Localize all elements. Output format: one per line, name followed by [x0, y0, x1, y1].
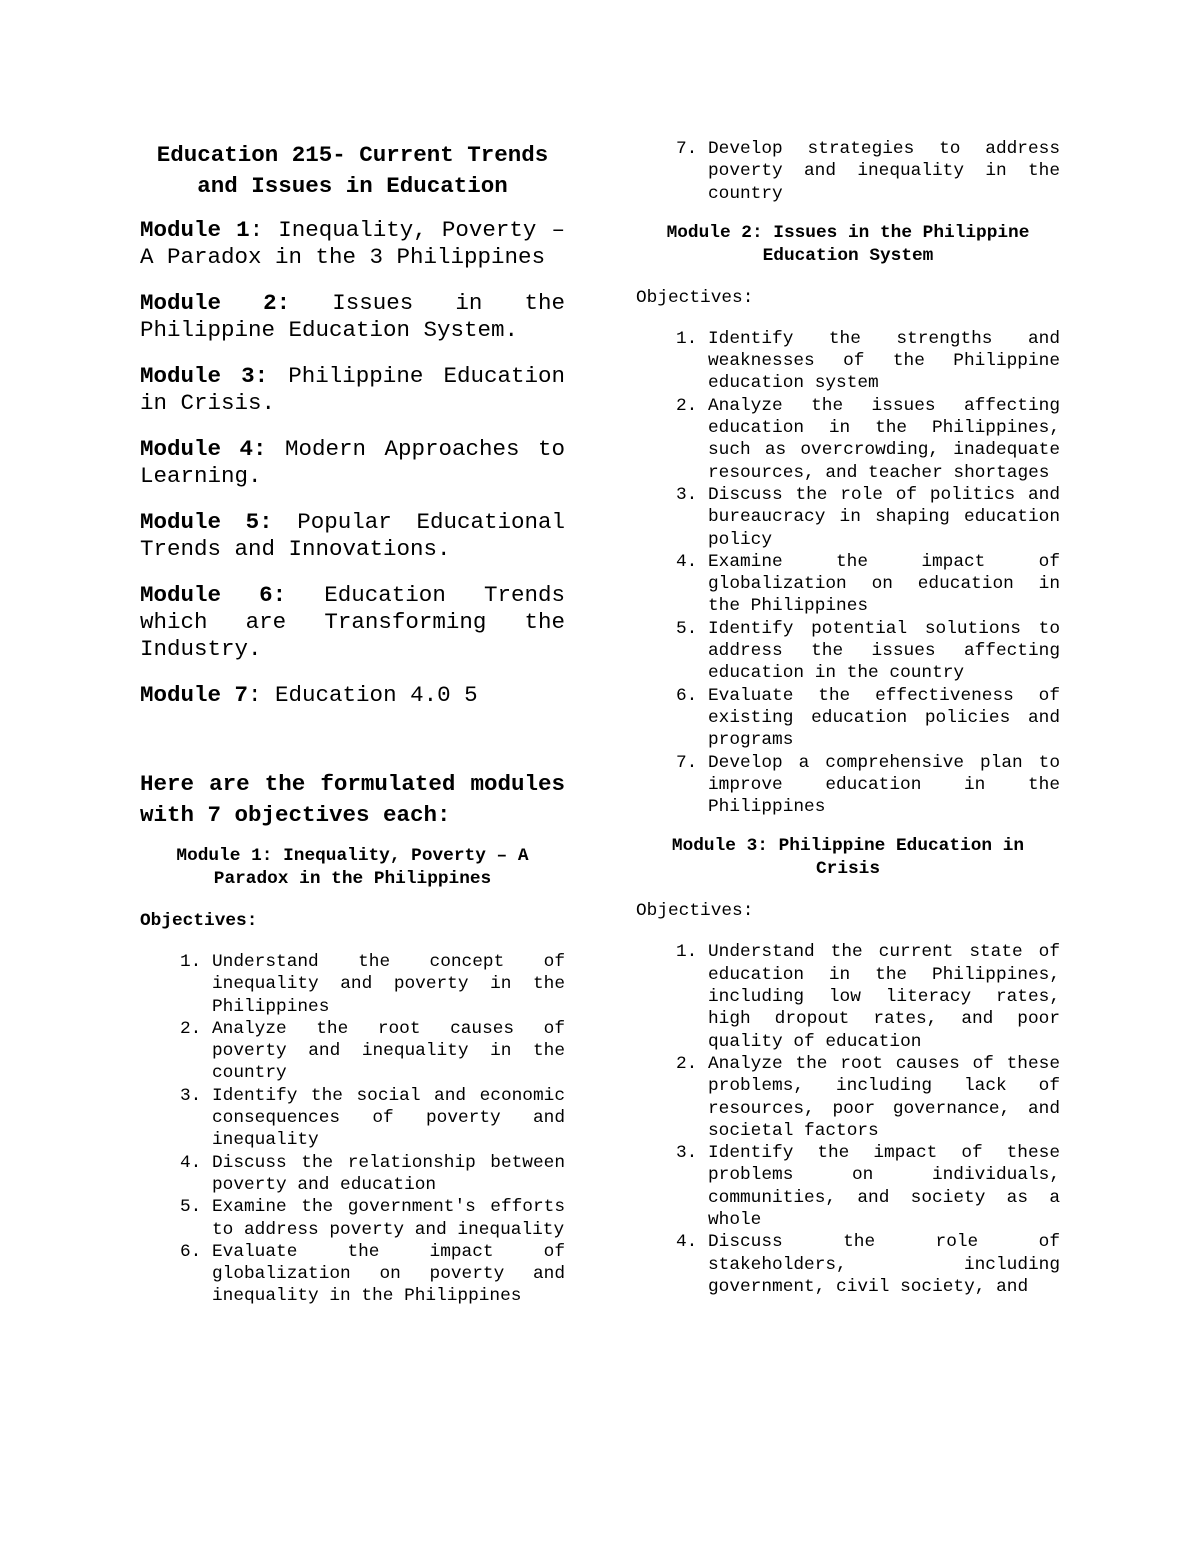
objective-item: 5. Examine the government's efforts to address poverty and inequality — [212, 1196, 565, 1241]
toc-entry-separator — [268, 363, 288, 389]
toc-entry-label: Module 3: — [140, 363, 269, 389]
toc-entry-separator — [286, 582, 324, 608]
toc-entry-text: Modern Approaches to Learning. — [140, 436, 565, 489]
toc-entry-label: Module 1 — [140, 217, 250, 243]
objective-item: 1. Identify the strengths and weaknesses of the Philippine education system — [708, 328, 1060, 395]
toc-entry-separator — [290, 290, 332, 316]
toc-entry-label: Module 6: — [140, 582, 287, 608]
toc-entry-module-3 — [140, 363, 565, 417]
toc-entry-module-4 — [140, 436, 565, 490]
objective-item: 1. Understand the concept of inequality and poverty in the Philippines — [212, 951, 565, 1018]
objective-item: 2. Analyze the issues affecting education in the Philippines, such as overcrowding, inadequate resources, and teacher shortages — [708, 395, 1060, 484]
left-column — [140, 138, 565, 1325]
module-3-heading: Module 3: Philippine Education in Crisis — [671, 836, 1025, 880]
toc-entry-label: Module 5: — [140, 509, 273, 535]
objective-item: 1. Understand the current state of education in the Philippines, including low literacy rates, high dropout rates, and poor quality of education — [708, 941, 1060, 1052]
objective-item: 4. Examine the impact of globalization on education in the Philippines — [708, 551, 1060, 618]
objective-item: 2. Analyze the root causes of these problems, including lack of resources, poor governance, and societal factors — [708, 1053, 1060, 1142]
toc-entry-module-5 — [140, 509, 565, 563]
objective-item: 3. Discuss the role of politics and bureaucracy in shaping education policy — [708, 484, 1060, 551]
module-2-objectives-list — [636, 328, 1060, 819]
toc-entry-label: Module 2: — [140, 290, 291, 316]
toc-entry-module-2 — [140, 290, 565, 344]
objective-item: 6. Evaluate the effectiveness of existing education policies and programs — [708, 685, 1060, 752]
module-3-objectives-list — [636, 941, 1060, 1298]
objective-item: 2. Analyze the root causes of poverty and inequality in the country — [212, 1018, 565, 1085]
objective-item: 3. Identify the social and economic consequences of poverty and inequality — [212, 1085, 565, 1152]
toc-entry-text: Education Trends which are Transforming the Industry. — [140, 582, 565, 662]
toc-entry-module-6 — [140, 582, 565, 663]
toc-entry-module-1 — [140, 217, 565, 271]
objective-item: 7. Develop a comprehensive plan to improve education in the Philippines — [708, 752, 1060, 819]
module-2-heading: Module 2: Issues in the Philippine Education System — [666, 222, 1030, 266]
toc-entry-separator — [273, 509, 298, 535]
intro-paragraph: Here are the formulated modules with 7 objectives each: — [140, 771, 565, 828]
objective-item: 7. Develop strategies to address poverty and inequality in the country — [708, 138, 1060, 205]
toc-entry-label: Module 4: — [140, 436, 267, 462]
right-column — [636, 138, 1060, 1315]
module-1-heading: Module 1: Inequality, Poverty – A Paradox in the Philippines — [176, 846, 529, 889]
module-1-objectives-list-continued — [636, 138, 1060, 205]
objectives-label: Objectives: — [140, 911, 258, 931]
objective-item: 3. Identify the impact of these problems on individuals, communities, and society as a whole — [708, 1142, 1060, 1231]
objectives-label: Objectives: — [636, 901, 754, 922]
toc-entry-text: Popular Educational Trends and Innovations. — [140, 509, 565, 562]
toc-entry-separator: : — [248, 682, 276, 708]
toc-entry-text: Issues in the Philippine Education System. — [140, 290, 565, 343]
objective-item: 4. Discuss the relationship between poverty and education — [212, 1152, 565, 1197]
toc-entry-module-7 — [140, 682, 565, 709]
objective-item: 4. Discuss the role of stakeholders, including government, civil society, and — [708, 1231, 1060, 1298]
toc-entry-label: Module 7 — [140, 682, 249, 708]
toc-entry-text: Inequality, Poverty –A Paradox in the 3 Philippines — [140, 217, 565, 270]
toc-entry-text: Philippine Education in Crisis. — [140, 363, 565, 416]
toc-entry-separator — [267, 436, 285, 462]
objectives-label: Objectives: — [636, 287, 754, 308]
document-title: Education 215- Current Trends and Issues in Education — [156, 142, 549, 199]
module-1-objectives-list — [140, 951, 565, 1308]
toc-entry-text: Education 4.0 5 — [275, 682, 478, 708]
objective-item: 6. Evaluate the impact of globalization on poverty and inequality in the Philippines — [212, 1241, 565, 1308]
toc-entry-separator: : — [249, 217, 279, 243]
objective-item: 5. Identify potential solutions to address the issues affecting education in the country — [708, 618, 1060, 685]
